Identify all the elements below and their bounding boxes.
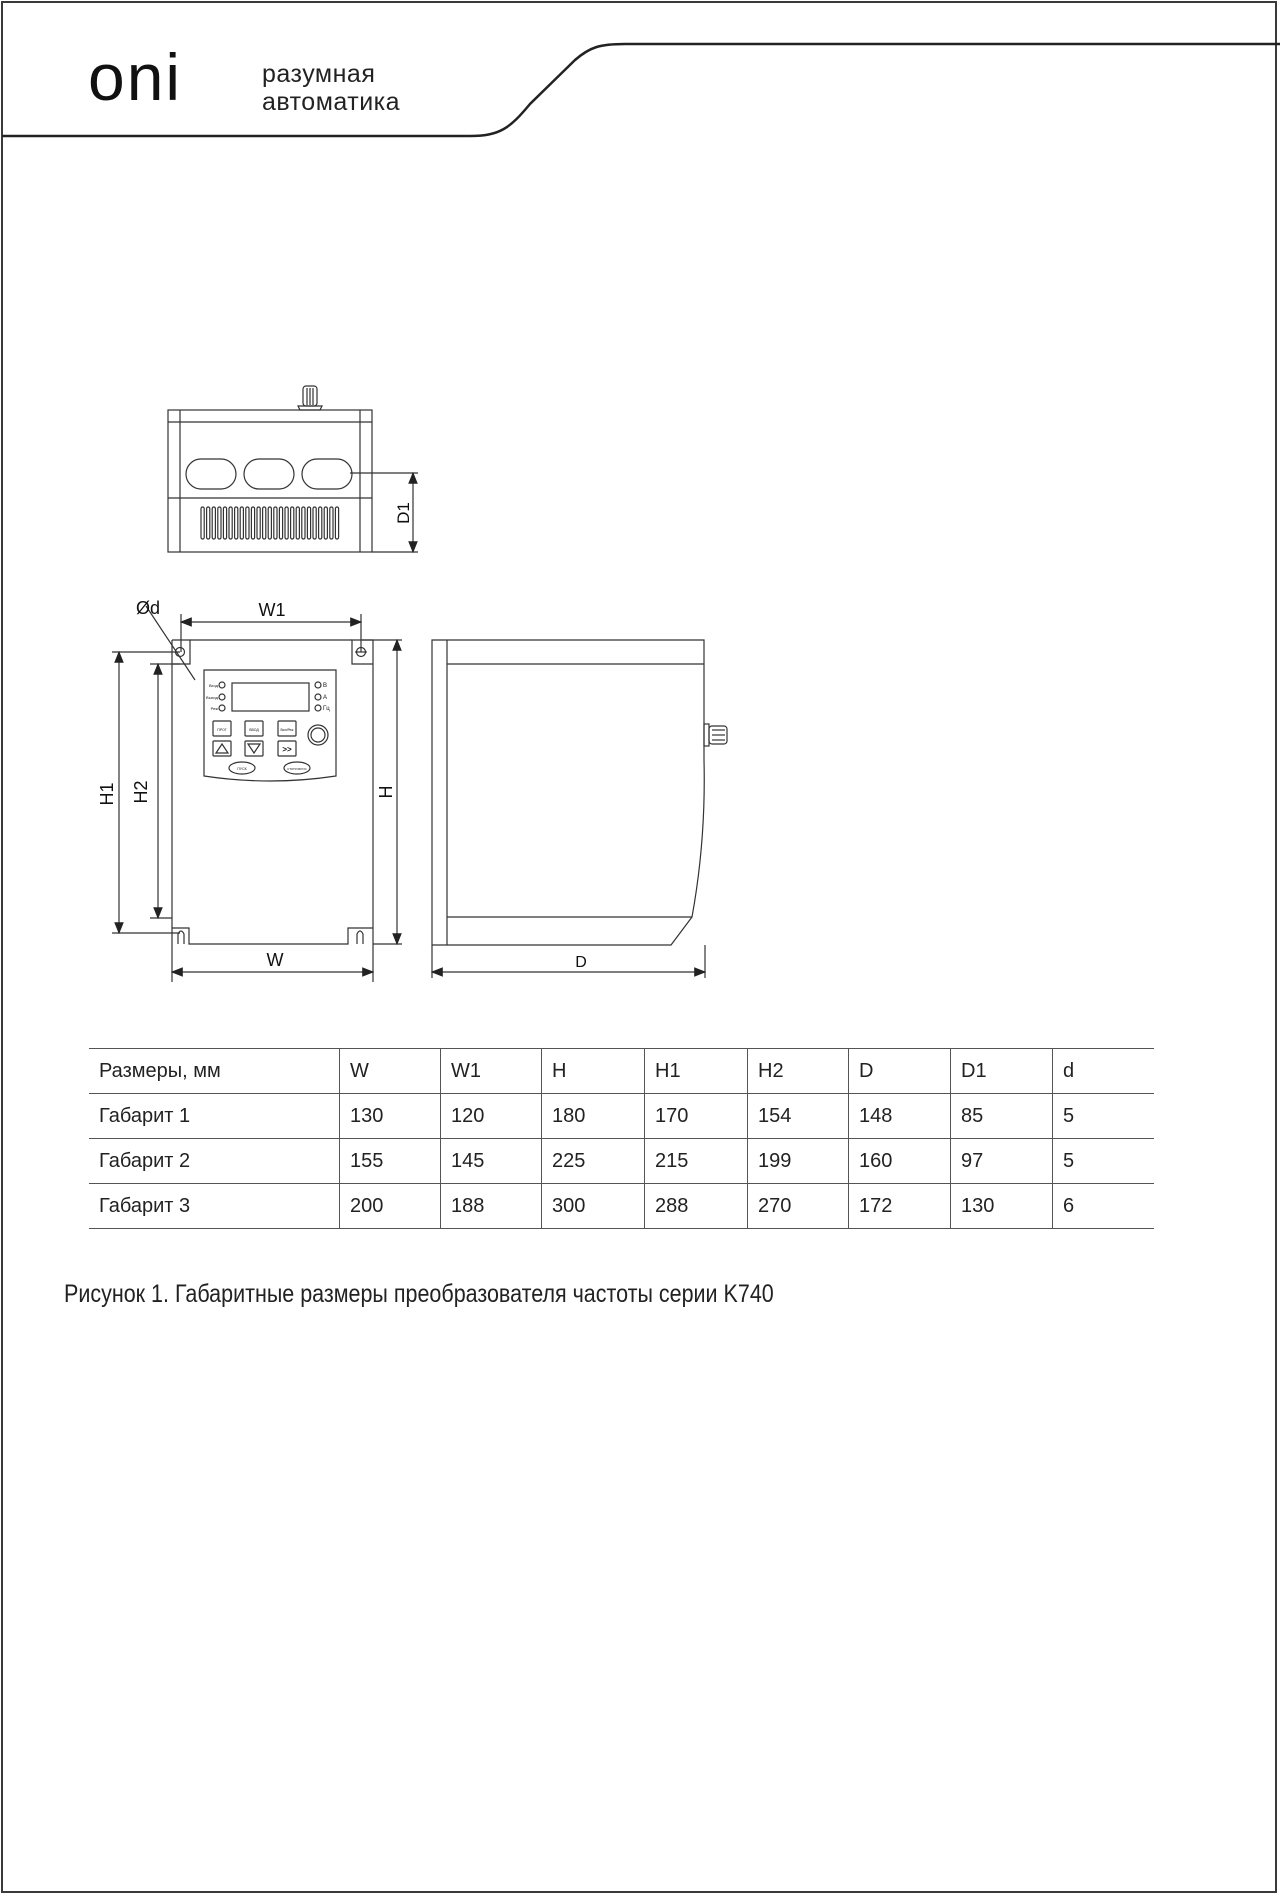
table-cell: 180 [542,1094,645,1139]
indicator-label: Вход [208,683,218,688]
dimension-label-w: W [266,950,284,970]
tagline-line-1: разумная [262,60,376,88]
front-view [97,598,402,982]
vent-slot [240,507,243,539]
dimension-label-h: H [376,785,396,799]
vent-slot [330,507,333,539]
table-cell: Габарит 1 [89,1094,340,1139]
figure-caption: Рисунок 1. Габаритные размеры преобразователя частоты серии K740 [64,1280,774,1308]
vent-slot [257,507,260,539]
table-cell: 5 [1053,1139,1155,1184]
table-cell: 6 [1053,1184,1155,1229]
header-cell: d [1053,1049,1155,1094]
shift-button-label: >> [282,745,292,754]
table-cell: 5 [1053,1094,1155,1139]
vent-slot [268,507,271,539]
header-cell: D [849,1049,951,1094]
keypad-panel [204,670,336,781]
header-cell: H1 [645,1049,748,1094]
table-cell: 130 [951,1184,1053,1229]
vent-slot [229,507,232,539]
vent-slot [201,507,204,539]
dimensions-table [89,1048,1154,1229]
table-cell: 199 [748,1139,849,1184]
table-row [89,1184,1154,1229]
indicator-label: А [323,695,328,701]
table-cell: 200 [340,1184,441,1229]
brand-logo: oni [88,40,183,114]
tagline-line-2: автоматика [262,88,401,116]
keypad-button-label: ПУСК [237,767,247,771]
vent-slot [307,507,310,539]
table-cell: 215 [645,1139,748,1184]
vent-slot [335,507,338,539]
dimension-label-w1: W1 [258,600,286,620]
knob-icon [298,386,322,410]
table-cell: 270 [748,1184,849,1229]
table-cell: 160 [849,1139,951,1184]
header-cell: H [542,1049,645,1094]
vent-slot [207,507,210,539]
keypad-button-label: ВВОД [249,728,259,732]
table-cell: 85 [951,1094,1053,1139]
table-cell: 300 [542,1184,645,1229]
dimension-label-h1: H1 [97,782,117,806]
keypad-button-label: Вып/Реж [280,728,294,732]
vent-slot [223,507,226,539]
vent-slot [235,507,238,539]
vent-slot [302,507,305,539]
vent-slot [263,507,266,539]
indicator-label: В [323,683,328,689]
table-cell: Габарит 3 [89,1184,340,1229]
table-cell: 225 [542,1139,645,1184]
vent-slot [285,507,288,539]
vent-slot [274,507,277,539]
vent-slot [251,507,254,539]
table-cell: 148 [849,1094,951,1139]
table-cell: 154 [748,1094,849,1139]
vent-slot [212,507,215,539]
keypad-button-label: ПРОГ [217,728,227,732]
arrow-down-icon [248,744,260,753]
dimension-label-h2: H2 [131,780,151,804]
dimension-label-d: D [575,954,587,971]
arrow-up-icon [216,744,228,753]
keypad-button-label: СТОП/СБРОС [287,767,307,771]
side-view [432,640,727,978]
vent-slot [319,507,322,539]
table-row [89,1094,1154,1139]
table-header-row [89,1049,1154,1094]
table-cell: 170 [645,1094,748,1139]
header-cell: Размеры, мм [89,1049,340,1094]
table-cell: 172 [849,1184,951,1229]
vent-slot [313,507,316,539]
table-cell: 130 [340,1094,441,1139]
vent-slot [279,507,282,539]
table-cell: Габарит 2 [89,1139,340,1184]
table-cell: 188 [441,1184,542,1229]
dimension-label-d1: D1 [394,502,413,524]
header-cell: H2 [748,1049,849,1094]
table-cell: 155 [340,1139,441,1184]
vent-slot [291,507,294,539]
table-cell: 288 [645,1184,748,1229]
table-cell: 120 [441,1094,542,1139]
top-view [168,386,418,552]
knob-icon [704,724,727,746]
vent-slots [201,507,339,539]
indicator-label: Реж [210,706,218,711]
dimension-label-hole: Ød [136,598,161,618]
header-cell: W1 [441,1049,542,1094]
header-cell: W [340,1049,441,1094]
vent-slot [218,507,221,539]
table-cell: 97 [951,1139,1053,1184]
vent-slot [296,507,299,539]
table-row [89,1139,1154,1184]
table-cell: 145 [441,1139,542,1184]
indicator-label: Гц [323,706,330,712]
header-cell: D1 [951,1049,1053,1094]
vent-slot [246,507,249,539]
indicator-label: Выход [206,695,218,700]
vent-slot [324,507,327,539]
